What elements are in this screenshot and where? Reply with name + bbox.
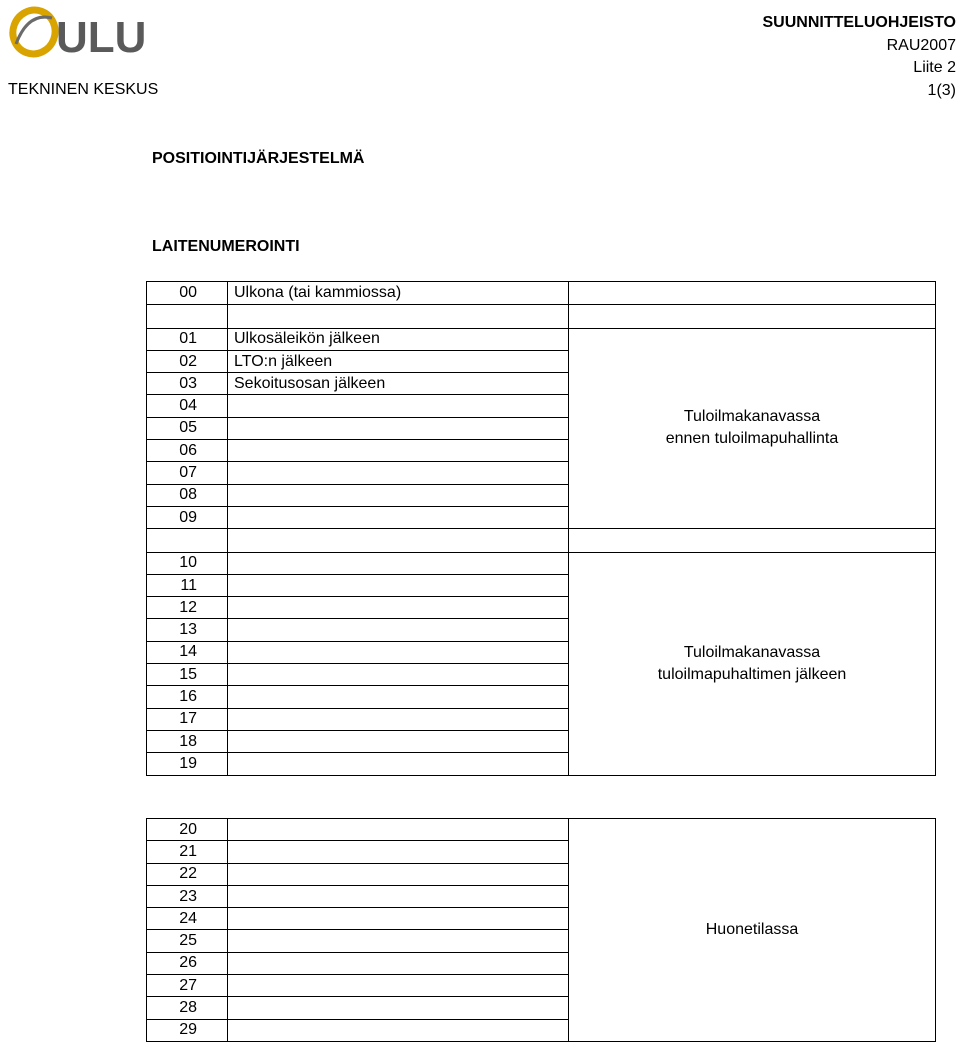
device-number: 08 xyxy=(147,484,228,506)
table-row xyxy=(147,328,936,350)
device-location: Ulkona (tai kammiossa) xyxy=(228,282,569,305)
device-number xyxy=(147,529,228,552)
document-title: SUUNNITTELUOHJEISTO xyxy=(762,14,956,31)
device-number xyxy=(147,305,228,328)
device-location xyxy=(228,619,569,641)
device-location xyxy=(228,975,569,997)
device-number: 18 xyxy=(147,730,228,752)
device-number: 12 xyxy=(147,597,228,619)
device-location xyxy=(228,462,569,484)
device-location xyxy=(228,819,569,841)
device-number: 04 xyxy=(147,395,228,417)
device-number: 01 xyxy=(147,328,228,350)
group-label xyxy=(569,328,936,529)
group-label-line: Huonetilassa xyxy=(705,920,799,938)
device-location xyxy=(228,552,569,574)
device-location xyxy=(228,305,569,328)
device-location xyxy=(228,574,569,596)
device-location xyxy=(228,506,569,528)
device-location xyxy=(228,686,569,708)
device-number: 26 xyxy=(147,952,228,974)
main-heading: POSITIOINTIJÄRJESTELMÄ xyxy=(152,150,365,167)
device-number: 06 xyxy=(147,440,228,462)
group-label-line: ennen tuloilmapuhallinta xyxy=(665,430,839,448)
table-row xyxy=(147,305,936,328)
device-location xyxy=(228,484,569,506)
device-number: 07 xyxy=(147,462,228,484)
attachment-label: Liite 2 xyxy=(913,59,956,76)
table-row xyxy=(147,529,936,552)
device-location: Sekoitusosan jälkeen xyxy=(228,373,569,395)
device-number: 09 xyxy=(147,506,228,528)
device-location: Ulkosäleikön jälkeen xyxy=(228,328,569,350)
device-numbering-table-1 xyxy=(146,281,936,776)
device-number: 29 xyxy=(147,1019,228,1041)
device-number: 20 xyxy=(147,819,228,841)
device-number: 14 xyxy=(147,641,228,663)
device-location xyxy=(228,664,569,686)
sub-heading: LAITENUMEROINTI xyxy=(152,238,300,255)
group-empty-cell xyxy=(569,529,936,552)
device-location xyxy=(228,997,569,1019)
document-code: RAU2007 xyxy=(886,36,956,54)
device-location xyxy=(228,753,569,775)
device-number: 23 xyxy=(147,885,228,907)
device-location xyxy=(228,708,569,730)
device-number: 19 xyxy=(147,753,228,775)
group-label xyxy=(569,819,936,1042)
device-location xyxy=(228,440,569,462)
table-row xyxy=(147,552,936,574)
device-location xyxy=(228,930,569,952)
device-location xyxy=(228,863,569,885)
svg-text:ULU: ULU xyxy=(56,13,147,60)
device-number: 15 xyxy=(147,664,228,686)
device-number: 21 xyxy=(147,841,228,863)
device-location: LTO:n jälkeen xyxy=(228,350,569,372)
device-location xyxy=(228,885,569,907)
device-number: 24 xyxy=(147,908,228,930)
device-location xyxy=(228,597,569,619)
device-number: 03 xyxy=(147,373,228,395)
page-number: 1(3) xyxy=(927,81,956,99)
device-location xyxy=(228,417,569,439)
table-row xyxy=(147,819,936,841)
device-number: 05 xyxy=(147,417,228,439)
device-location xyxy=(228,841,569,863)
device-number: 22 xyxy=(147,863,228,885)
device-location xyxy=(228,730,569,752)
device-number: 10 xyxy=(147,552,228,574)
document-meta xyxy=(763,12,957,102)
table-row xyxy=(147,282,936,305)
group-label-line: tuloilmapuhaltimen jälkeen xyxy=(657,665,847,683)
device-number: 17 xyxy=(147,708,228,730)
group-label xyxy=(569,552,936,775)
device-number: 02 xyxy=(147,350,228,372)
device-number: 13 xyxy=(147,619,228,641)
device-location xyxy=(228,395,569,417)
group-empty-cell xyxy=(569,282,936,305)
device-number: 16 xyxy=(147,686,228,708)
device-number: 00 xyxy=(147,282,228,305)
device-number: 25 xyxy=(147,930,228,952)
group-label-line: Tuloilmakanavassa xyxy=(683,643,821,661)
oulu-logo xyxy=(8,4,168,60)
organization-name: TEKNINEN KESKUS xyxy=(8,81,159,98)
device-numbering-table-2 xyxy=(146,818,936,1042)
group-label-line: Tuloilmakanavassa xyxy=(683,408,821,426)
group-empty-cell xyxy=(569,305,936,328)
device-location xyxy=(228,529,569,552)
device-number: 27 xyxy=(147,975,228,997)
device-location xyxy=(228,641,569,663)
device-location xyxy=(228,1019,569,1041)
device-number: 11 xyxy=(147,574,228,596)
device-location xyxy=(228,952,569,974)
device-location xyxy=(228,908,569,930)
device-number: 28 xyxy=(147,997,228,1019)
